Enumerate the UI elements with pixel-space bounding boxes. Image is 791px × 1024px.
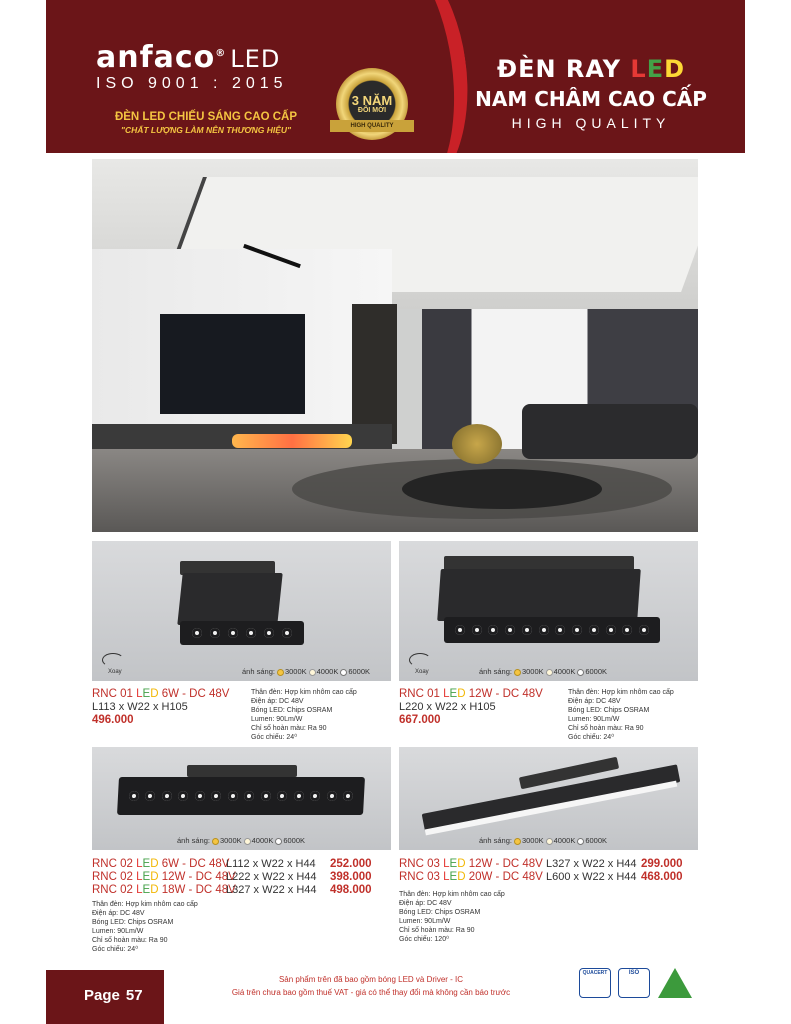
cool-light-icon — [340, 669, 347, 676]
hero-interior-photo — [92, 159, 698, 532]
prices-rnc03: 299.000 468.000 — [641, 858, 683, 883]
tv-shape — [160, 314, 305, 414]
color-temp-options: ánh sáng: 3000K 4000K 6000K — [177, 836, 306, 845]
price: 496.000 — [92, 714, 134, 726]
title-line2: NAM CHÂM CAO CẤP — [475, 87, 707, 111]
warm-light-icon — [514, 669, 521, 676]
spec-list-rnc01-6w: Thân đèn: Hợp kim nhôm cao cấp Điện áp: DC 48V Bóng LED: Chips OSRAM Lumen: 90Lm/W Chỉ số hoàn màu: Ra 90 Góc chiếu: 24⁰ — [251, 689, 357, 741]
footer-note-2: Giá trên chưa bao gồm thuế VAT - giá có thể thay đổi mà không cần báo trước — [231, 988, 511, 997]
tagline-main: ĐÈN LED CHIẾU SÁNG CAO CẤP — [114, 111, 298, 123]
product-image-rnc01-12w: Xoay ánh sáng: 3000K 4000K 6000K — [399, 541, 698, 681]
warm-light-icon — [212, 838, 219, 845]
dims-rnc02: L112 x W22 x H44 L222 x W22 x H44 L327 x W22 x H44 — [226, 858, 317, 896]
color-temp-options: ánh sáng: 3000K 4000K 6000K — [242, 667, 371, 676]
iso-cert-icon: ISO — [618, 968, 650, 998]
color-temp-options: ánh sáng: 3000K 4000K 6000K — [479, 836, 608, 845]
brand-block — [96, 40, 316, 135]
title-line3: HIGH QUALITY — [511, 115, 671, 131]
brand-logo: anfaco® LED — [96, 40, 281, 75]
neutral-light-icon — [546, 838, 553, 845]
spec-list-rnc01-12w: Thân đèn: Hợp kim nhôm cao cấp Điện áp: DC 48V Bóng LED: Chips OSRAM Lumen: 90Lm/W Chỉ số hoàn màu: Ra 90 Góc chiếu: 24⁰ — [568, 689, 674, 741]
page-title — [456, 55, 726, 131]
quality-cert-icon: QC — [658, 968, 690, 998]
product-image-rnc01-6w: Xoay ánh sáng: 3000K 4000K 6000K — [92, 541, 391, 681]
spec-list-rnc02: Thân đèn: Hợp kim nhôm cao cấp Điện áp: DC 48V Bóng LED: Chips OSRAM Lumen: 90Lm/W Chỉ số hoàn màu: Ra 90 Góc chiếu: 24⁰ — [92, 901, 198, 953]
neutral-light-icon — [244, 838, 251, 845]
cool-light-icon — [275, 838, 282, 845]
price: 667.000 — [399, 714, 441, 726]
cool-light-icon — [577, 669, 584, 676]
cool-light-icon — [577, 838, 584, 845]
page-number-tab: Page 57 — [46, 970, 164, 1024]
warm-light-icon — [514, 838, 521, 845]
neutral-light-icon — [309, 669, 316, 676]
tagline-slogan: "CHẤT LƯỢNG LÀM NÊN THƯƠNG HIỆU" — [120, 125, 292, 135]
product-info-rnc03: RNC 03 LED 12W - DC 48V RNC 03 LED 20W - DC 48V — [399, 858, 543, 883]
product-info-rnc01-12w: RNC 01 LED 12W - DC 48V L220 x W22 x H105 667.000 — [399, 688, 543, 726]
footer-note-1: Sản phẩm trên đã bao gồm bóng LED và Driver - IC — [278, 975, 464, 984]
quacert-icon: QUACERT — [579, 968, 611, 998]
spec-list-rnc03: Thân đèn: Hợp kim nhôm cao cấp Điện áp: DC 48V Bóng LED: Chips OSRAM Lumen: 90Lm/W Chỉ số hoàn màu: Ra 90 Góc chiếu: 120⁰ — [399, 891, 505, 943]
iso-certification: ISO 9001 : 2015 — [96, 75, 288, 92]
warm-light-icon — [277, 669, 284, 676]
rotate-icon — [409, 653, 431, 667]
catalog-page — [46, 0, 745, 1024]
warranty-badge: 3 NĂM ĐỔI MỚI HIGH QUALITY — [336, 68, 408, 140]
product-info-rnc02: RNC 02 LED 6W - DC 48V RNC 02 LED 12W - DC 48V RNC 02 LED 18W - DC 48V — [92, 858, 236, 896]
header-banner — [46, 0, 745, 153]
rotate-icon — [102, 653, 124, 667]
dims-rnc03: L327 x W22 x H44 L600 x W22 x H44 — [546, 858, 637, 883]
color-temp-options: ánh sáng: 3000K 4000K 6000K — [479, 667, 608, 676]
prices-rnc02: 252.000 398.000 498.000 — [330, 858, 372, 896]
product-image-rnc02 — [92, 747, 391, 850]
neutral-light-icon — [546, 669, 553, 676]
title-line1: ĐÈN RAY LED — [496, 55, 686, 83]
product-image-rnc03 — [399, 747, 698, 850]
product-info-rnc01-6w: RNC 01 LED 6W - DC 48V L113 x W22 x H105 496.000 — [92, 688, 230, 726]
